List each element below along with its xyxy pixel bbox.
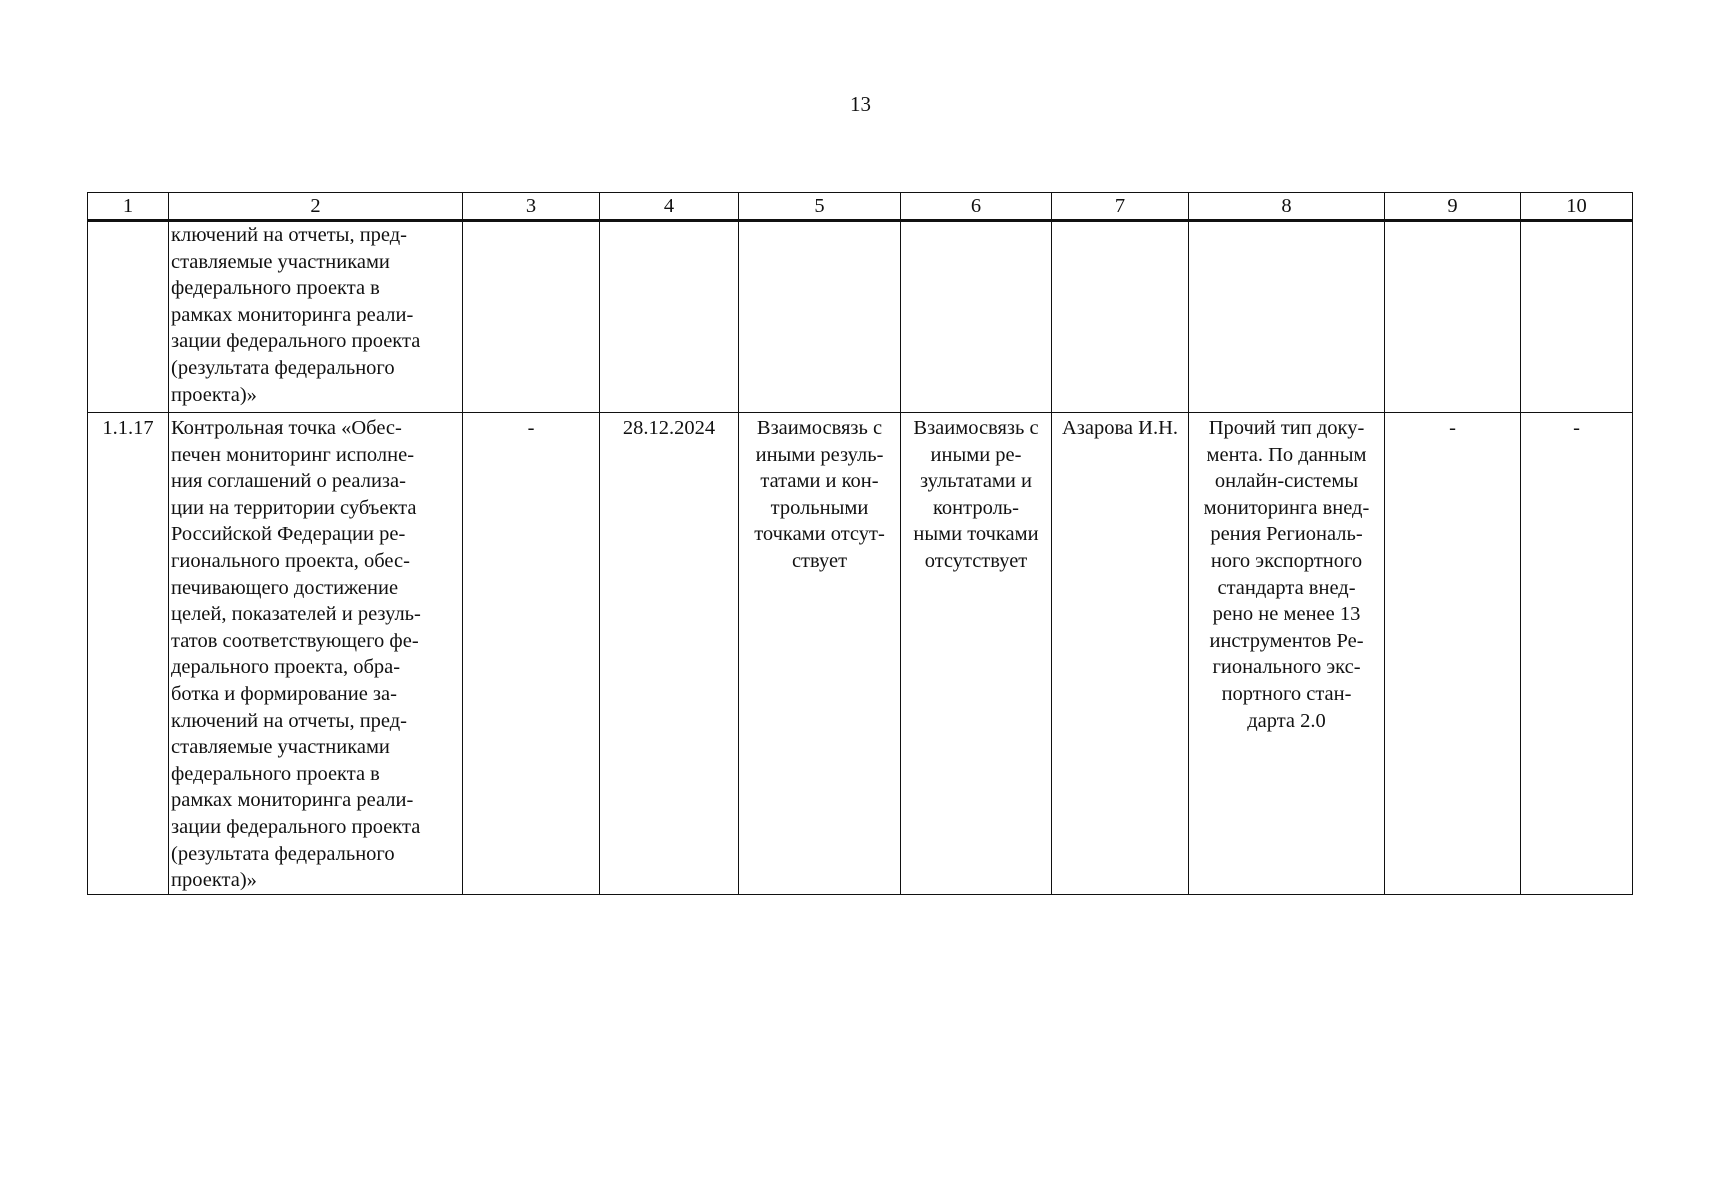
item-name: Контрольная точка «Обес- печен мониторинг исполне- ния соглашений о реализа- ции на территории субъекта Российской Федерации ре- гионального проекта, обес- печивающего достижение целей, показателей и резуль- татов соответствующего фе- дерального проекта, обра- ботка и формирование за- ключений на отчеты, пред- ставляемые участниками федерального проекта в рамках мониторинга реали- зации федерального проекта (результата федерального проекта)»: [171, 417, 421, 892]
cell-col-10-text: -: [1573, 417, 1580, 439]
cell-col-9-text: -: [1449, 417, 1456, 439]
column-header-10: 10: [1521, 193, 1633, 221]
cell-col-4: [600, 413, 739, 895]
column-header-8: 8: [1189, 193, 1385, 221]
item-name-cell: [169, 221, 463, 413]
cell-col-6-text: Взаимосвязь с иными ре- зультатами и контроль- ными точками отсутствует: [913, 417, 1039, 572]
cell-col-8: [1189, 221, 1385, 413]
cell-col-7: [1052, 221, 1189, 413]
cell-col-8: [1189, 413, 1385, 895]
cell-col-7: [1052, 413, 1189, 895]
due-date: 28.12.2024: [622, 417, 716, 439]
cell-col-9: [1385, 221, 1521, 413]
row-number: 1.1.17: [102, 417, 154, 439]
cell-col-10: [1521, 413, 1633, 895]
row-number-cell: [88, 221, 169, 413]
cell-col-9: [1385, 413, 1521, 895]
cell-col-3-text: -: [527, 417, 535, 439]
column-header-7: 7: [1052, 193, 1189, 221]
item-name-cell: [169, 413, 463, 895]
table-row: [88, 221, 1633, 413]
cell-col-10: [1521, 221, 1633, 413]
project-plan-table: [87, 192, 1633, 895]
column-header-9: 9: [1385, 193, 1521, 221]
column-header-2: 2: [169, 193, 463, 221]
cell-col-3: [463, 221, 600, 413]
cell-col-3: [463, 413, 600, 895]
item-name: ключений на отчеты, пред- ставляемые участниками федерального проекта в рамках мониторинга реали- зации федерального проекта (результата федерального проекта)»: [171, 224, 421, 406]
responsible-person: Азарова И.Н.: [1062, 417, 1178, 439]
cell-col-6: [901, 221, 1052, 413]
cell-col-4: [600, 221, 739, 413]
page-number: 13: [850, 92, 871, 116]
cell-col-5: [739, 413, 901, 895]
column-header-3: 3: [463, 193, 600, 221]
cell-col-6: [901, 413, 1052, 895]
cell-col-5: [739, 221, 901, 413]
column-header-4: 4: [600, 193, 739, 221]
column-header-5: 5: [739, 193, 901, 221]
column-header-1: 1: [88, 193, 169, 221]
table-header-row: [88, 193, 1633, 221]
cell-col-5-text: Взаимосвязь с иными резуль- татами и кон- трольными точками отсут- ствует: [754, 417, 885, 572]
row-number-cell: [88, 413, 169, 895]
document-description: Прочий тип доку- мента. По данным онлайн-системы мониторинга внед- рения Региональ- ного экспортного стандарта внед- рено не менее 13 инструментов Ре- гионального экс- портного стан- дарта 2.0: [1203, 417, 1370, 732]
column-header-6: 6: [901, 193, 1052, 221]
table-row: [88, 413, 1633, 895]
